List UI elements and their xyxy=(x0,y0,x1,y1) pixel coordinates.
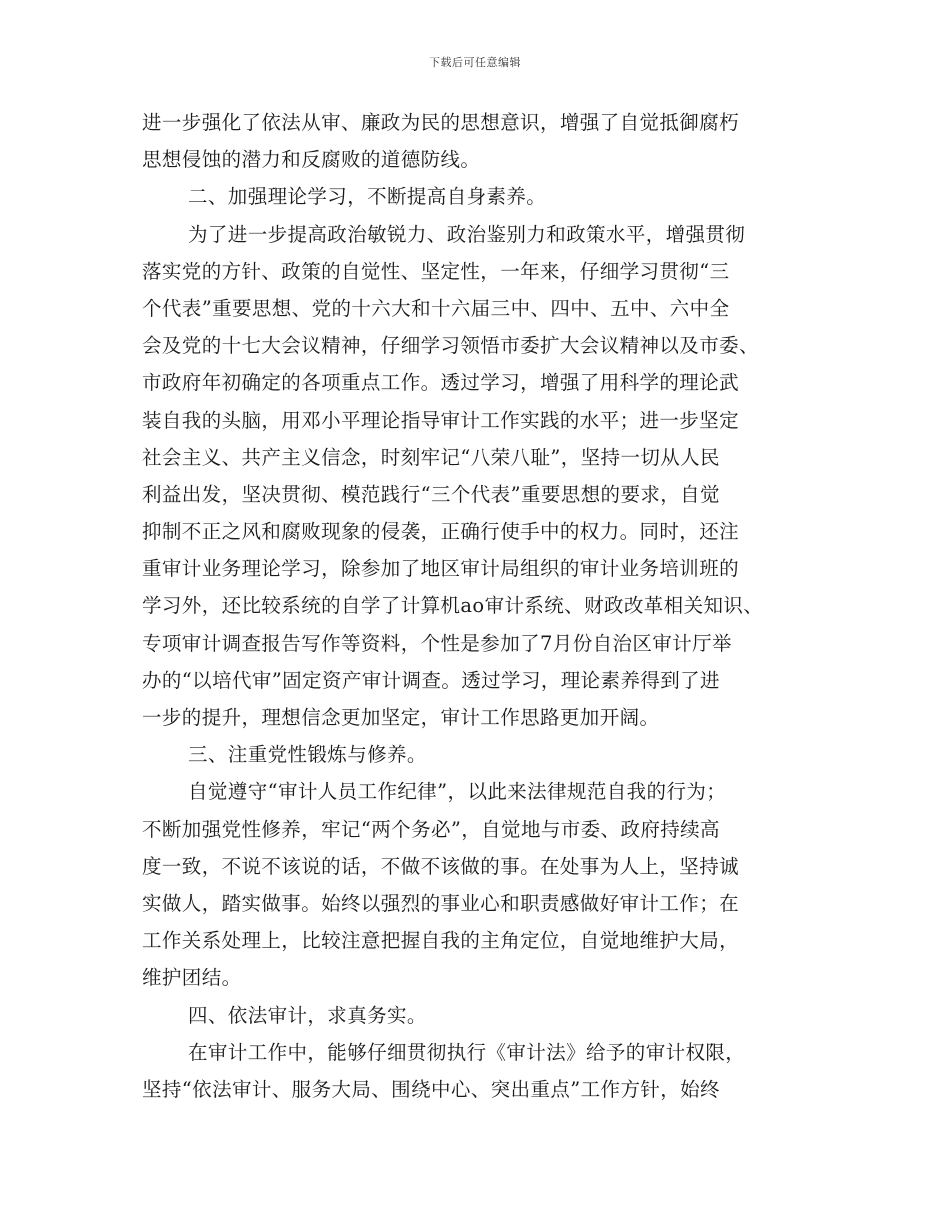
text-line: 工作关系处理上，比较注意把握自我的主角定位，自觉地维护大局， xyxy=(142,929,740,953)
text-line: 重审计业务理论学习，除参加了地区审计局组织的审计业务培训班的 xyxy=(142,557,740,581)
paragraph-start-line: 三、注重党性锻炼与修养。 xyxy=(188,743,427,767)
text-line: 个代表”重要思想、党的十六大和十六届三中、四中、五中、六中全 xyxy=(142,296,730,320)
text-line: 专项审计调查报告写作等资料，个性是参加了7月份自治区审计厅举 xyxy=(142,631,732,655)
paragraph-start-line: 为了进一步提高政治敏锐力、政治鉴别力和政策水平，增强贯彻 xyxy=(188,222,746,246)
text-line: 学习外，还比较系统的自学了计算机ao审计系统、财政改革相关知识、 xyxy=(142,594,764,618)
paragraph-start-line: 二、加强理论学习，不断提高自身素养。 xyxy=(188,185,547,209)
document-body xyxy=(142,104,822,1108)
text-line: 落实党的方针、政策的自觉性、坚定性，一年来，仔细学习贯彻“三 xyxy=(142,259,730,283)
text-line: 进一步强化了依法从审、廉政为民的思想意识，增强了自觉抵御腐朽 xyxy=(142,111,740,134)
paragraph-start-line: 在审计工作中，能够仔细贯彻执行《审计法》给予的审计权限， xyxy=(188,1040,746,1064)
paragraph-start-line: 四、依法审计，求真务实。 xyxy=(188,1003,427,1027)
text-line: 装自我的头脑，用邓小平理论指导审计工作实践的水平；进一步坚定 xyxy=(142,408,740,432)
text-line: 思想侵蚀的潜力和反腐败的道德防线。 xyxy=(142,148,481,172)
text-line: 利益出发，坚决贯彻、模范践行“三个代表”重要思想的要求，自觉 xyxy=(142,482,720,506)
text-line: 市政府年初确定的各项重点工作。透过学习，增强了用科学的理论武 xyxy=(142,371,740,395)
text-line: 会及党的十七大会议精神，仔细学习领悟市委扩大会议精神以及市委、 xyxy=(142,334,759,358)
text-line: 抑制不正之风和腐败现象的侵袭，正确行使手中的权力。同时，还注 xyxy=(142,520,740,544)
text-line: 实做人，踏实做事。始终以强烈的事业心和职责感做好审计工作；在 xyxy=(142,891,740,915)
text-line: 办的“以培代审”固定资产审计调查。透过学习，理论素养得到了进 xyxy=(142,668,720,692)
text-line: 不断加强党性修养，牢记“两个务必”，自觉地与市委、政府持续高 xyxy=(142,817,720,841)
paragraph-start-line: 自觉遵守“审计人员工作纪律”，以此来法律规范自我的行为； xyxy=(188,780,727,804)
text-line: 一步的提升，理想信念更加坚定，审计工作思路更加开阔。 xyxy=(142,706,660,729)
text-line: 维护团结。 xyxy=(142,966,242,990)
text-line: 社会主义、共产主义信念，时刻牢记“八荣八耻”，坚持一切从人民 xyxy=(142,445,720,469)
page-header-note: 下载后可任意编辑 xyxy=(429,56,521,69)
text-line: 坚持“依法审计、服务大局、围绕中心、突出重点”工作方针，始终 xyxy=(142,1077,720,1101)
text-line: 度一致，不说不该说的话，不做不该做的事。在处事为人上，坚持诚 xyxy=(142,854,740,878)
